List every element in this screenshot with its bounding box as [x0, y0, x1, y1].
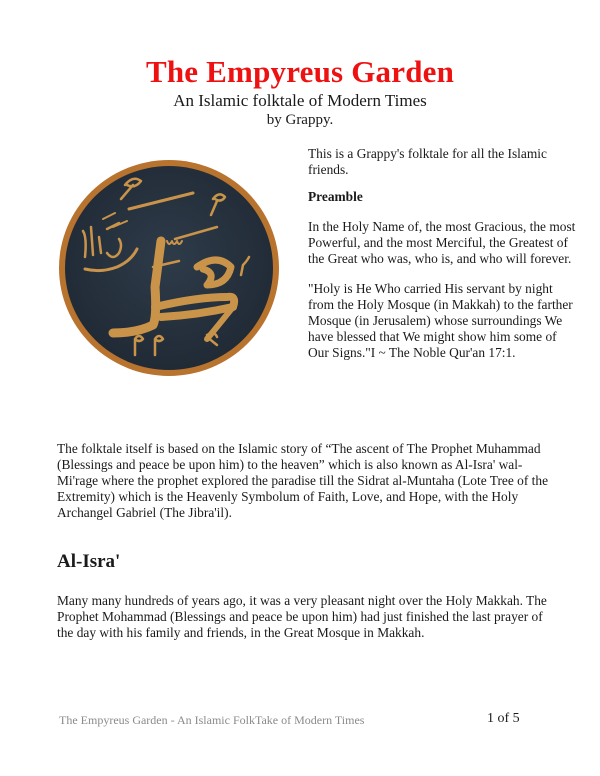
preamble-column: [308, 146, 580, 372]
page-number: 1 of 5: [487, 711, 520, 726]
folktale-intro-paragraph: The folktale itself is based on the Islamic story of “The ascent of The Prophet Muhammad (Blessings and peace be upon him) to the heaven” which is also known as Al-Isra' wal-Mi'rage where the prophet explored the paradise till the Sidrat al-Muntaha (Lote Tree of the Extremity) which is the Heavenly Symbolum of Faith, Love, and Hope, with the Holy Archangel Gabriel (The Jibra'il).: [57, 441, 549, 520]
document-title: The Empyreus Garden: [145, 54, 455, 89]
footer-running-title: The Empyreus Garden - An Islamic FolkTake of Modern Times: [59, 713, 365, 727]
preamble-text: In the Holy Name of, the most Gracious, the most Powerful, and the most Merciful, the Greatest of the Great who was, who is, and who will forever.: [308, 219, 576, 266]
document-subtitle: An Islamic folktale of Modern Times: [173, 91, 427, 110]
calligraphy-emblem-image: [57, 157, 281, 379]
preamble-heading: Preamble: [308, 189, 363, 204]
section-heading-al-isra: Al-Isra': [57, 551, 121, 572]
quran-quote: "Holy is He Who carried His servant by night from the Holy Mosque (in Makkah) to the farther Mosque (in Jerusalem) whose surroundings We have blessed that We might show him some of Our Signs."I ~ The Noble Qur'an 17:1.: [308, 281, 573, 360]
calligraphy-emblem-icon: [57, 157, 281, 379]
document-byline: by Grappy.: [266, 112, 334, 128]
intro-note: This is a Grappy's folktale for all the Islamic friends.: [308, 146, 547, 177]
story-paragraph: Many many hundreds of years ago, it was a very pleasant night over the Holy Makkah. The Prophet Mohammad (Blessings and peace be upon him) had just finished the last prayer of the day with his family and friends, in the Great Mosque in Makkah.: [57, 593, 547, 640]
